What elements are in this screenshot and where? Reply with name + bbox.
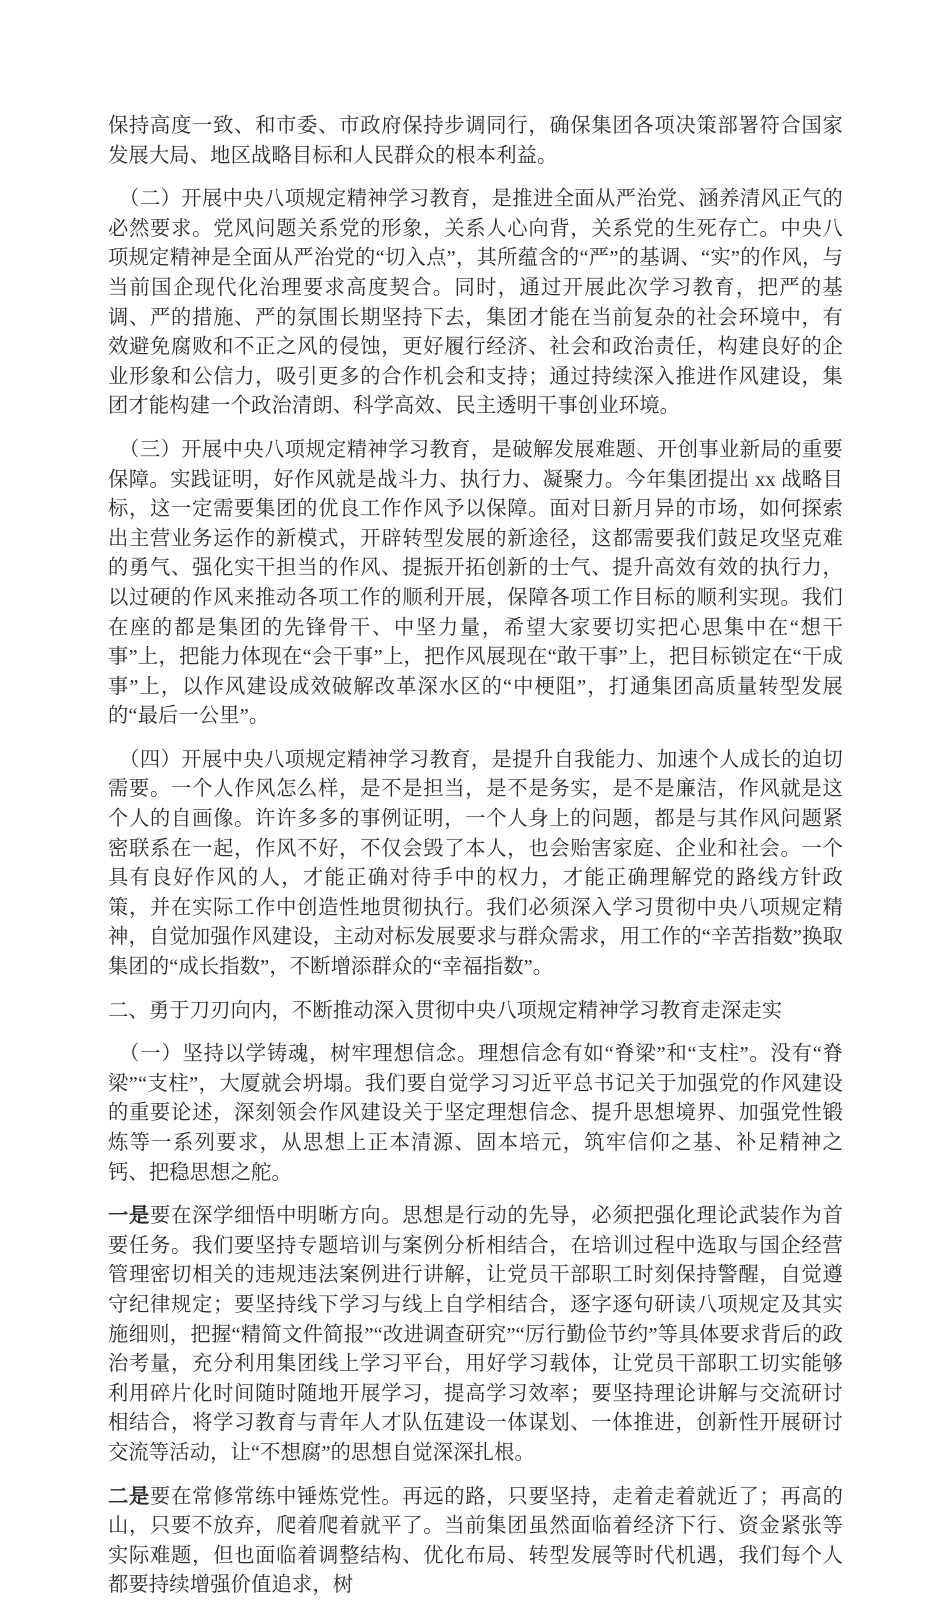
- paragraph-point-one: [108, 1202, 843, 1468]
- paragraph-section-three: （三）开展中央八项规定精神学习教育，是破解发展难题、开创事业新局的重要保障。实践证明，好作风就是战斗力、执行力、凝聚力。今年集团提出 xx 战略目标，这一定需要集团的优良工作作风予以保障。面对日新月异的市场，如何探索出主营业务运作的新模式，开辟转型发展的新途径，这都需要我们鼓足攻坚克难的勇气、强化实干担当的作风、提振开拓创新的士气、提升高效有效的执行力，以过硬的作风来推动各项工作的顺利开展，保障各项工作目标的顺利实现。我们在座的都是集团的先锋骨干、中坚力量，希望大家要切实把心思集中在“想干事”上，把能力体现在“会干事”上，把作风展现在“敢干事”上，把目标锁定在“干成事”上，以作风建设成效破解改革深水区的“中梗阻”，打通集团高质量转型发展的“最后一公里”。: [108, 438, 843, 728]
- document-body: [108, 112, 843, 1601]
- point-two-body: 要在常修常练中锤炼党性。再远的路，只要坚持，走着走着就近了；再高的山，只要不放弃，爬着爬着就平了。当前集团虽然面临着经济下行、资金紧张等实际难题，但也面临着调整结构、优化布局、转型发展等时代机遇，我们每个人都要持续增强价值追求，树: [108, 1485, 844, 1597]
- paragraph-section-two: （二）开展中央八项规定精神学习教育，是推进全面从严治党、涵养清风正气的必然要求。党风问题关系党的形象，关系人心向背，关系党的生死存亡。中央八项规定精神是全面从严治党的“切入点”，其所蕴含的“严”的基调、“实”的作风，与当前国企现代化治理要求高度契合。同时，通过开展此次学习教育，把严的基调、严的措施、严的氛围长期坚持下去，集团才能在当前复杂的社会环境中，有效避免腐败和不正之风的侵蚀，更好履行经济、社会和政治责任，构建良好的企业形象和公信力，吸引更多的合作机会和支持；通过持续深入推进作风建设，集团才能构建一个政治清朗、科学高效、民主透明干事创业环境。: [108, 188, 843, 418]
- paragraph-subsection-one: （一）坚持以学铸魂，树牢理想信念。理想信念有如“脊梁”和“支柱”。没有“脊梁”“支柱”，大厦就会坍塌。我们要自觉学习习近平总书记关于加强党的作风建设的重要论述，深刻领会作风建设关于坚定理想信念、提升思想境界、加强党性锻炼等一系列要求，从思想上正本清源、固本培元，筑牢信仰之基、补足精神之钙、把稳思想之舵。: [108, 1043, 843, 1184]
- section-heading-two: 二、勇于刀刃向内，不断推动深入贯彻中央八项规定精神学习教育走深走实: [108, 999, 783, 1022]
- point-one-lead: 一是: [108, 1205, 151, 1228]
- point-two-lead: 二是: [108, 1485, 151, 1508]
- paragraph-section-four: （四）开展中央八项规定精神学习教育，是提升自我能力、加速个人成长的迫切需要。一个人作风怎么样，是不是担当，是不是务实，是不是廉洁，作风就是这个人的自画像。许许多多的事例证明，一个人身上的问题，都是与其作风问题紧密联系在一起，作风不好，不仅会毁了本人，也会贻害家庭、企业和社会。一个具有良好作风的人，才能正确对待手中的权力，才能正确理解党的路线方针政策，并在实际工作中创造性地贯彻执行。我们必须深入学习贯彻中央八项规定精神，自觉加强作风建设，主动对标发展要求与群众需求，用工作的“辛苦指数”换取集团的“成长指数”，不断增添群众的“幸福指数”。: [108, 748, 843, 979]
- point-one-body: 要在深学细悟中明晰方向。思想是行动的先导，必须把强化理论武装作为首要任务。我们要坚持专题培训与案例分析相结合，在培训过程中选取与国企经营管理密切相关的违规违法案例进行讲解，让党员干部职工时刻保持警醒，自觉遵守纪律规定；要坚持线下学习与线上自学相结合，逐字逐句研读八项规定及其实施细则，把握“精简文件简报”“改进调查研究”“厉行勤俭节约”等具体要求背后的政治考量，充分利用集团线上学习平台，用好学习载体，让党员干部职工切实能够利用碎片化时间随时随地开展学习，提高学习效率；要坚持理论讲解与交流研讨相结合，将学习教育与青年人才队伍建设一体谋划、一体推进，创新性开展研讨交流等活动，让“不想腐”的思想自觉深深扎根。: [108, 1205, 844, 1464]
- paragraph-point-two: [108, 1483, 843, 1601]
- paragraph-continuation: 保持高度一致、和市委、市政府保持步调同行，确保集团各项决策部署符合国家发展大局、地区战略目标和人民群众的根本利益。: [108, 115, 843, 167]
